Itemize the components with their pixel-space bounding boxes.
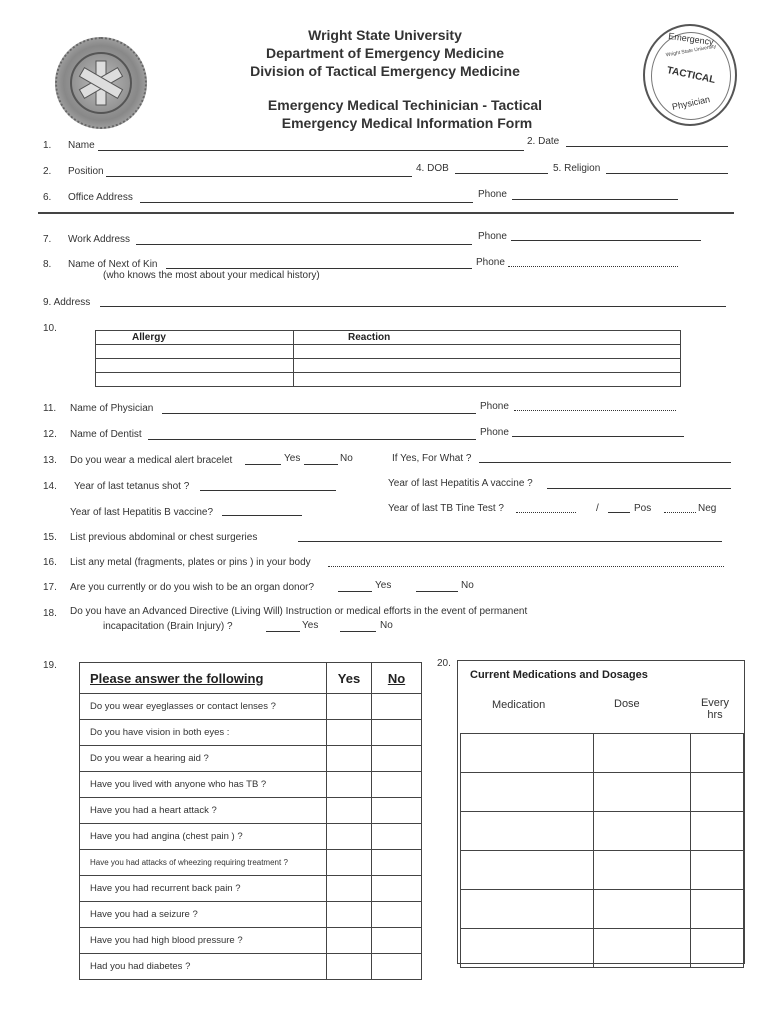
surgeries-field[interactable] bbox=[298, 541, 722, 542]
directive-label: Do you have an Advanced Directive (Living Will) Instruction or medical efforts in the event of permanent bbox=[70, 606, 528, 617]
section-divider bbox=[38, 212, 734, 214]
question-text: Had you had diabetes ? bbox=[80, 954, 327, 980]
directive-yes-field[interactable] bbox=[266, 631, 300, 632]
no-checkbox-cell[interactable] bbox=[372, 928, 422, 954]
kin-phone-field[interactable] bbox=[508, 266, 678, 267]
question-text: Have you had a seizure ? bbox=[80, 902, 327, 928]
every-hrs-cell[interactable] bbox=[691, 851, 744, 890]
address-field[interactable] bbox=[100, 306, 726, 307]
medication-cell[interactable] bbox=[461, 812, 594, 851]
question-row bbox=[80, 772, 422, 798]
every-hrs-cell[interactable] bbox=[691, 773, 744, 812]
no-checkbox-cell[interactable] bbox=[372, 772, 422, 798]
allergy-cell[interactable] bbox=[96, 359, 294, 373]
hep-a-label: Year of last Hepatitis A vaccine ? bbox=[388, 478, 533, 489]
item-number-14: 14. bbox=[43, 481, 57, 492]
question-row bbox=[80, 824, 422, 850]
question-row bbox=[80, 928, 422, 954]
item-number-11: 11. bbox=[43, 403, 57, 414]
star-of-life-seal bbox=[55, 37, 147, 129]
dentist-phone-field[interactable] bbox=[512, 436, 684, 437]
directive-yes-label: Yes bbox=[302, 620, 319, 631]
tb-pos-field[interactable] bbox=[608, 512, 630, 513]
if-yes-field[interactable] bbox=[479, 462, 731, 463]
item-number-16: 16. bbox=[43, 557, 57, 568]
bracelet-yes-label: Yes bbox=[284, 453, 301, 464]
item-number-7: 7. bbox=[43, 234, 52, 245]
dose-cell[interactable] bbox=[594, 890, 691, 929]
seal-bottom-text: Physician bbox=[671, 94, 711, 112]
reaction-cell[interactable] bbox=[294, 359, 681, 373]
item-number-19: 19. bbox=[43, 660, 57, 671]
work-phone-field[interactable] bbox=[511, 240, 701, 241]
item-number-6: 6. bbox=[43, 192, 52, 203]
item-number-20: 20. bbox=[437, 658, 451, 669]
medication-cell[interactable] bbox=[461, 851, 594, 890]
name-label: Name bbox=[68, 140, 95, 151]
tetanus-label: Year of last tetanus shot ? bbox=[74, 481, 190, 492]
work-phone-label: Phone bbox=[478, 231, 507, 242]
yes-checkbox-cell[interactable] bbox=[327, 850, 372, 876]
question-row bbox=[80, 876, 422, 902]
no-column-header: No bbox=[372, 663, 422, 694]
question-text: Do you wear eyeglasses or contact lenses ? bbox=[80, 694, 327, 720]
dentist-label: Name of Dentist bbox=[70, 429, 142, 440]
question-row bbox=[80, 954, 422, 980]
reaction-header: Reaction bbox=[294, 331, 681, 345]
star-of-life-icon bbox=[57, 39, 145, 127]
bracelet-yes-field[interactable] bbox=[245, 464, 281, 465]
form-title: Emergency Medical Techinician - Tactical bbox=[267, 97, 543, 113]
work-address-label: Work Address bbox=[68, 234, 131, 245]
question-text: Have you had attacks of wheezing requiring treatment ? bbox=[80, 850, 327, 876]
question-row bbox=[80, 850, 422, 876]
hep-b-field[interactable] bbox=[222, 515, 302, 516]
hrs-label: hrs bbox=[707, 709, 723, 721]
allergy-header: Allergy bbox=[96, 331, 294, 345]
no-checkbox-cell[interactable] bbox=[372, 850, 422, 876]
no-checkbox-cell[interactable] bbox=[372, 720, 422, 746]
donor-no-label: No bbox=[461, 580, 474, 591]
item-number-2: 2. bbox=[43, 166, 52, 177]
yes-checkbox-cell[interactable] bbox=[327, 720, 372, 746]
every-hrs-cell[interactable] bbox=[691, 929, 744, 968]
donor-label: Are you currently or do you wish to be an organ donor? bbox=[70, 582, 315, 593]
directive-label-2: incapacitation (Brain Injury) ? bbox=[103, 621, 233, 632]
no-checkbox-cell[interactable] bbox=[372, 798, 422, 824]
medication-row bbox=[461, 773, 744, 812]
tactical-physician-seal bbox=[643, 24, 737, 126]
every-hrs-cell[interactable] bbox=[691, 734, 744, 773]
next-of-kin-note: (who knows the most about your medical history) bbox=[103, 270, 320, 281]
address-label: 9. Address bbox=[43, 297, 91, 308]
metal-field[interactable] bbox=[328, 566, 724, 567]
questions-title: Please answer the following bbox=[80, 663, 327, 694]
every-hrs-cell[interactable] bbox=[691, 812, 744, 851]
every-hrs-cell[interactable] bbox=[691, 890, 744, 929]
yes-column-header: Yes bbox=[327, 663, 372, 694]
work-address-field[interactable] bbox=[136, 244, 472, 245]
division-name: Division of Tactical Emergency Medicine bbox=[250, 63, 520, 79]
hep-a-field[interactable] bbox=[547, 488, 731, 489]
tb-slash: / bbox=[596, 503, 599, 514]
reaction-cell[interactable] bbox=[294, 345, 681, 359]
department-name: Department of Emergency Medicine bbox=[265, 45, 505, 61]
medications-box bbox=[457, 660, 745, 964]
question-text: Do you wear a hearing aid ? bbox=[80, 746, 327, 772]
no-checkbox-cell[interactable] bbox=[372, 876, 422, 902]
medication-cell[interactable] bbox=[461, 734, 594, 773]
office-phone-field[interactable] bbox=[512, 199, 678, 200]
question-text: Have you had angina (chest pain ) ? bbox=[80, 824, 327, 850]
physician-phone-field[interactable] bbox=[514, 410, 676, 411]
yes-checkbox-cell[interactable] bbox=[327, 746, 372, 772]
form-subtitle: Emergency Medical Information Form bbox=[281, 115, 533, 131]
question-text: Have you had a heart attack ? bbox=[80, 798, 327, 824]
office-address-field[interactable] bbox=[140, 202, 473, 203]
item-number-1: 1. bbox=[43, 140, 52, 151]
yes-checkbox-cell[interactable] bbox=[327, 772, 372, 798]
question-row bbox=[80, 694, 422, 720]
yes-checkbox-cell[interactable] bbox=[327, 902, 372, 928]
tb-date-field[interactable] bbox=[516, 512, 576, 513]
questions-table bbox=[79, 662, 422, 980]
physician-phone-label: Phone bbox=[480, 401, 509, 412]
yes-checkbox-cell[interactable] bbox=[327, 876, 372, 902]
religion-field[interactable] bbox=[606, 173, 728, 174]
dose-column-header: Dose bbox=[614, 698, 640, 710]
question-row bbox=[80, 746, 422, 772]
question-row bbox=[80, 798, 422, 824]
item-number-8: 8. bbox=[43, 259, 52, 270]
tb-neg-field[interactable] bbox=[664, 512, 696, 513]
item-number-17: 17. bbox=[43, 582, 57, 593]
item-number-10: 10. bbox=[43, 323, 57, 334]
no-checkbox-cell[interactable] bbox=[372, 954, 422, 980]
university-name: Wright State University bbox=[308, 27, 462, 43]
allergy-table bbox=[95, 330, 681, 387]
question-row bbox=[80, 902, 422, 928]
yes-checkbox-cell[interactable] bbox=[327, 954, 372, 980]
metal-label: List any metal (fragments, plates or pins ) in your body bbox=[70, 557, 311, 568]
bracelet-label: Do you wear a medical alert bracelet bbox=[70, 455, 233, 466]
if-yes-label: If Yes, For What ? bbox=[392, 453, 472, 464]
medication-row bbox=[461, 851, 744, 890]
allergy-cell[interactable] bbox=[96, 373, 294, 387]
question-text: Have you had high blood pressure ? bbox=[80, 928, 327, 954]
every-label: Every bbox=[700, 697, 730, 709]
bracelet-no-label: No bbox=[340, 453, 353, 464]
seal-top-text: Emergency bbox=[667, 30, 715, 48]
dose-cell[interactable] bbox=[594, 812, 691, 851]
position-field[interactable] bbox=[106, 176, 412, 177]
medication-cell[interactable] bbox=[461, 890, 594, 929]
dob-field[interactable] bbox=[455, 173, 548, 174]
yes-checkbox-cell[interactable] bbox=[327, 824, 372, 850]
surgeries-label: List previous abdominal or chest surgeries bbox=[70, 532, 258, 543]
seal-mid-text: TACTICAL bbox=[665, 65, 717, 86]
no-checkbox-cell[interactable] bbox=[372, 902, 422, 928]
tb-neg-label: Neg bbox=[698, 503, 717, 514]
next-of-kin-field[interactable] bbox=[166, 268, 472, 269]
item-number-13: 13. bbox=[43, 455, 57, 466]
next-of-kin-label: Name of Next of Kin bbox=[68, 259, 158, 270]
tb-label: Year of last TB Tine Test ? bbox=[388, 503, 504, 514]
religion-label: 5. Religion bbox=[553, 163, 601, 174]
medications-title: Current Medications and Dosages bbox=[470, 669, 648, 681]
medication-cell[interactable] bbox=[461, 773, 594, 812]
donor-no-field[interactable] bbox=[416, 591, 458, 592]
date-field[interactable] bbox=[566, 146, 728, 147]
office-phone-label: Phone bbox=[478, 189, 507, 200]
directive-no-field[interactable] bbox=[340, 631, 376, 632]
no-checkbox-cell[interactable] bbox=[372, 694, 422, 720]
donor-yes-label: Yes bbox=[375, 580, 392, 591]
date-label: 2. Date bbox=[527, 136, 560, 147]
every-column-header bbox=[700, 697, 730, 721]
dentist-phone-label: Phone bbox=[480, 427, 509, 438]
bracelet-no-field[interactable] bbox=[304, 464, 338, 465]
medication-row bbox=[461, 812, 744, 851]
dose-cell[interactable] bbox=[594, 851, 691, 890]
position-label: Position bbox=[68, 166, 104, 177]
seal-small-text: Wright State University bbox=[665, 43, 717, 59]
yes-checkbox-cell[interactable] bbox=[327, 928, 372, 954]
item-number-15: 15. bbox=[43, 532, 57, 543]
dob-label: 4. DOB bbox=[416, 163, 449, 174]
physician-field[interactable] bbox=[162, 413, 476, 414]
tetanus-field[interactable] bbox=[200, 490, 336, 491]
item-number-12: 12. bbox=[43, 429, 57, 440]
item-number-18: 18. bbox=[43, 608, 57, 619]
reaction-cell[interactable] bbox=[294, 373, 681, 387]
name-field[interactable] bbox=[98, 150, 524, 151]
dentist-field[interactable] bbox=[148, 439, 476, 440]
no-checkbox-cell[interactable] bbox=[372, 824, 422, 850]
no-checkbox-cell[interactable] bbox=[372, 746, 422, 772]
donor-yes-field[interactable] bbox=[338, 591, 372, 592]
tb-pos-label: Pos bbox=[634, 503, 652, 514]
medication-row bbox=[461, 890, 744, 929]
medication-column-header: Medication bbox=[492, 699, 546, 711]
medications-grid bbox=[460, 733, 744, 968]
physician-label: Name of Physician bbox=[70, 403, 154, 414]
question-row bbox=[80, 720, 422, 746]
dose-cell[interactable] bbox=[594, 734, 691, 773]
allergy-cell[interactable] bbox=[96, 345, 294, 359]
yes-checkbox-cell[interactable] bbox=[327, 694, 372, 720]
medication-row bbox=[461, 929, 744, 968]
medication-row bbox=[461, 734, 744, 773]
question-text: Do you have vision in both eyes : bbox=[80, 720, 327, 746]
office-address-label: Office Address bbox=[68, 192, 133, 203]
yes-checkbox-cell[interactable] bbox=[327, 798, 372, 824]
dose-cell[interactable] bbox=[594, 929, 691, 968]
question-text: Have you lived with anyone who has TB ? bbox=[80, 772, 327, 798]
directive-no-label: No bbox=[380, 620, 393, 631]
kin-phone-label: Phone bbox=[476, 257, 505, 268]
medication-cell[interactable] bbox=[461, 929, 594, 968]
hep-b-label: Year of last Hepatitis B vaccine? bbox=[70, 507, 214, 518]
question-text: Have you had recurrent back pain ? bbox=[80, 876, 327, 902]
dose-cell[interactable] bbox=[594, 773, 691, 812]
